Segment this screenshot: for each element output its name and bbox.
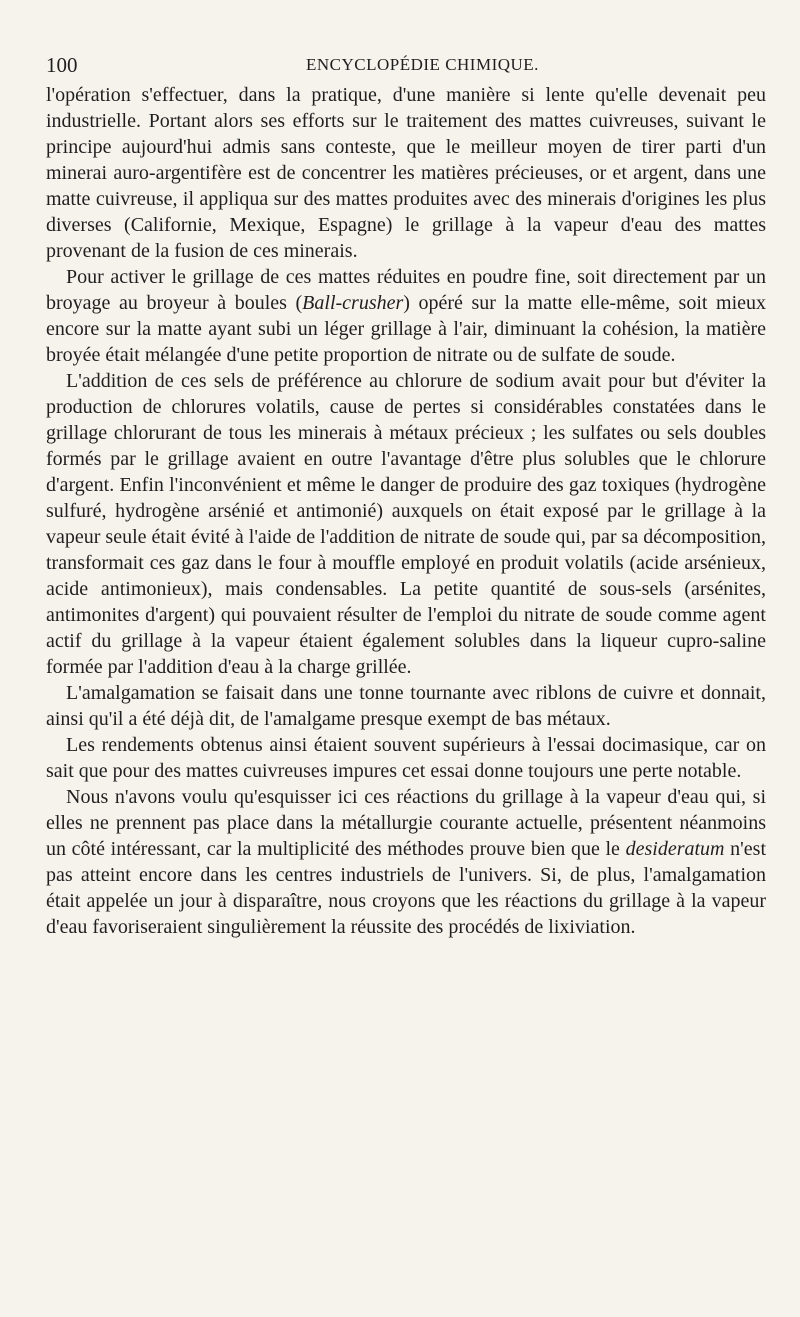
paragraph-text: ) opéré sur la matte elle-même, soit mieux encore sur la matte ayant subi un léger grillage à l'air, diminuant la cohésion, la matière broyée était mélangée d'une petite proportion de nitrate ou de sulfate de soude.	[46, 292, 767, 366]
text-body	[46, 82, 766, 940]
paragraph-text: l'opération s'effectuer, dans la pratique, d'une manière si lente qu'elle devenait peu industrielle. Portant alors ses efforts sur le traitement des mattes cuivreuses, suivant le principe aujourd'hui admis sans conteste, que le meilleur moyen de tirer parti d'un minerai auro-argentifère est de concentrer les matières précieuses, or et argent, dans une matte cuivreuse, il appliqua sur des mattes produites avec des minerais d'origines les plus diverses (Californie, Mexique, Espagne) le grillage à la vapeur d'eau des mattes provenant de la fusion de ces minerais.	[46, 84, 766, 262]
paragraph-text: Nous n'avons voulu qu'esquisser ici ces réactions du grillage à la vapeur d'eau qui, si elles ne prennent pas place dans la métallurgie courante actuelle, présentent néanmoins un côté intéressant, car la multiplicité des méthodes prouve bien que le	[46, 786, 766, 860]
running-title: ENCYCLOPÉDIE CHIMIQUE.	[306, 55, 539, 74]
page-number: 100	[46, 53, 78, 77]
paragraph-text: Pour activer le grillage de ces mattes réduites en poudre fine, soit directement par un broyage au broyeur à boules (	[46, 266, 766, 314]
paragraph-text: Les rendements obtenus ainsi étaient souvent supérieurs à l'essai docimasique, car on sait que pour des mattes cuivreuses impures cet essai donne toujours une perte notable.	[46, 734, 766, 782]
italic-term-ball-crusher: Ball-crusher	[302, 292, 404, 314]
paragraph-5	[46, 732, 766, 784]
paragraph-text: n'est pas atteint encore dans les centres industriels de l'univers. Si, de plus, l'amalgamation était appelée un jour à disparaître, nous croyons que les réactions du grillage à la vapeur d'eau favoriseraient singulièrement la réussite des procédés de lixiviation.	[46, 838, 766, 938]
paragraph-1	[46, 82, 766, 264]
paragraph-6	[46, 784, 766, 940]
paragraph-text: L'amalgamation se faisait dans une tonne tournante avec riblons de cuivre et donnait, ainsi qu'il a été déjà dit, de l'amalgame presque exempt de bas métaux.	[46, 682, 766, 730]
paragraph-2	[46, 264, 766, 368]
running-head	[46, 52, 766, 78]
paragraph-text: L'addition de ces sels de préférence au chlorure de sodium avait pour but d'éviter la production de chlorures volatils, cause de pertes si considérables constatées dans le grillage chlorurant de tous les minerais à métaux précieux ; les sulfates ou sels doubles formés par le grillage avaient en outre l'avantage d'être plus solubles que le chlorure d'argent. Enfin l'inconvénient et même le danger de produire des gaz toxiques (hydrogène sulfuré, hydrogène arsénié et antimonié) auxquels on était exposé par le grillage à la vapeur seule était évité à l'aide de l'addition de nitrate de soude qui, par sa décomposition, transformait ces gaz dans le four à mouffle employé en produit volatils (acide arsénieux, acide antimonieux), mais condensables. La petite quantité de sous-sels (arsénites, antimonites d'argent) qui pouvaient résulter de l'emploi du nitrate de soude comme agent actif du grillage à la vapeur étaient également solubles dans la liqueur cupro-saline formée par l'addition d'eau à la charge grillée.	[46, 370, 766, 678]
paragraph-4	[46, 680, 766, 732]
paragraph-3	[46, 368, 766, 680]
italic-term-desideratum: desideratum	[625, 838, 725, 860]
